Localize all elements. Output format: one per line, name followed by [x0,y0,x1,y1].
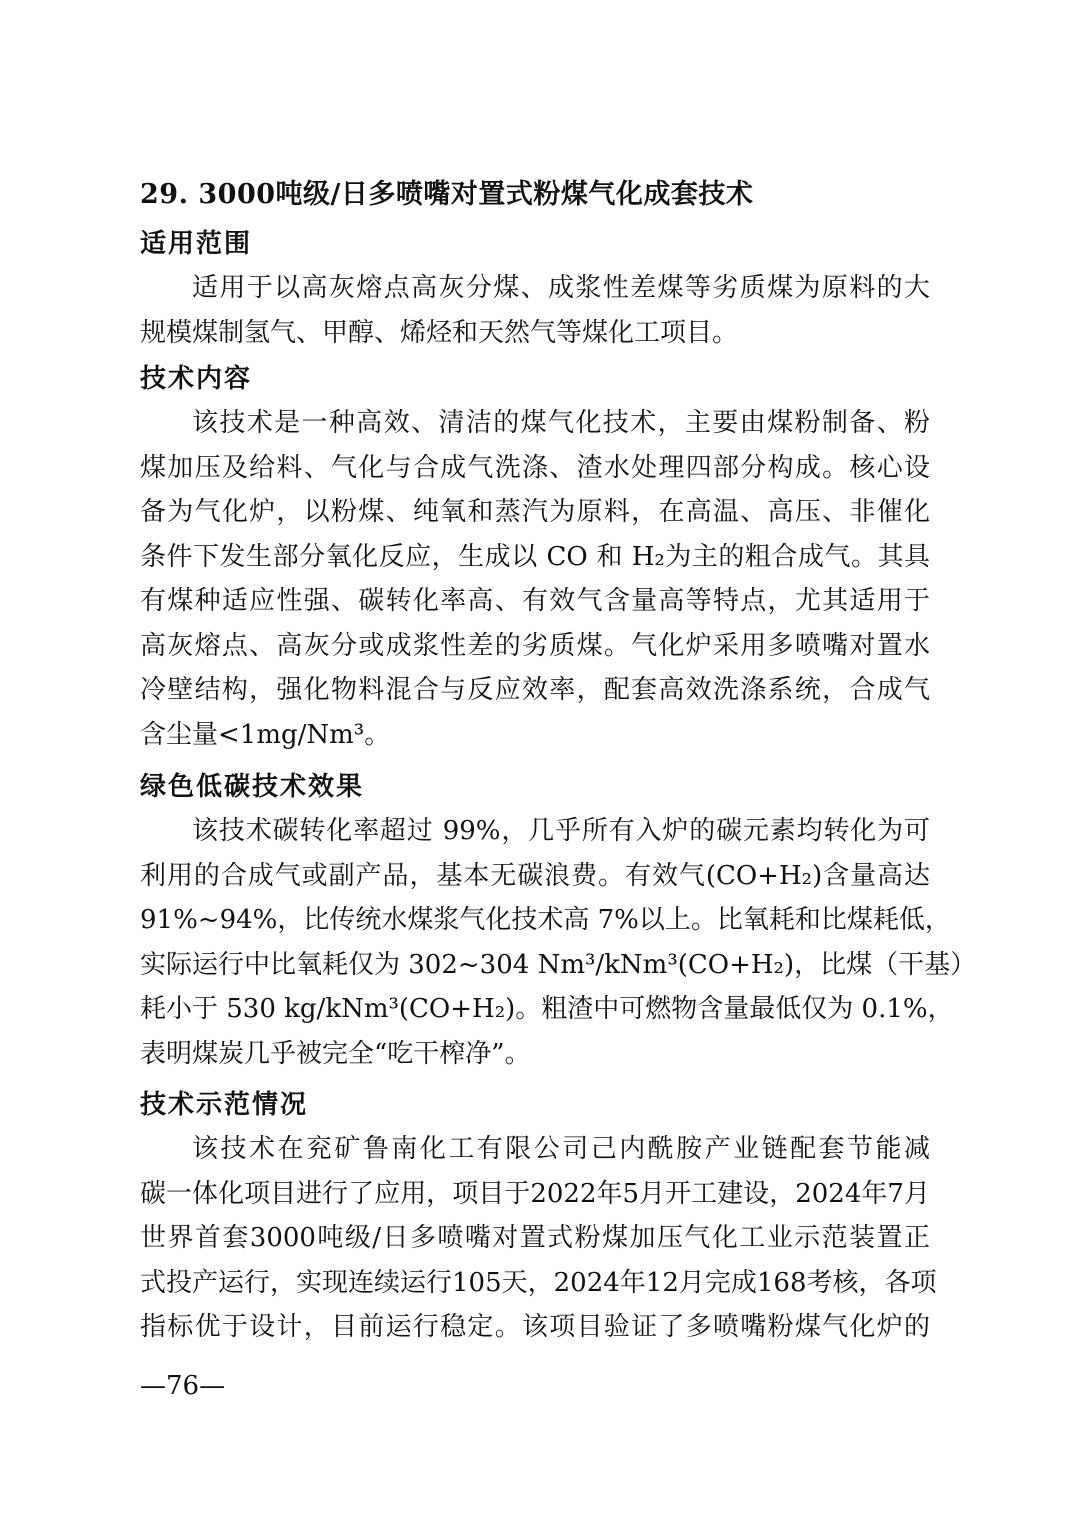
paragraph-line: 该技术是一种高效、清洁的煤气化技术，主要由煤粉制备、粉 [192,408,930,438]
paragraph-line: 规模煤制氢气、甲醇、烯烃和天然气等煤化工项目。 [140,317,739,348]
paragraph-line: 世界首套3000吨级/日多喷嘴对置式粉煤加压气化工业示范装置正 [140,1223,930,1253]
paragraph-line: 实际运行中比氧耗仅为 302~304 Nm³/kNm³(CO+H₂)，比煤（干基） [140,949,977,980]
paragraph-line: 利用的合成气或副产品，基本无碳浪费。有效气(CO+H₂)含量高达 [140,860,930,891]
paragraph-demonstration [140,1127,937,1350]
paragraph-technology-content [140,401,930,757]
paragraph-green-low-carbon-effect [140,809,977,1076]
heading-green-low-carbon-effect: 绿色低碳技术效果 [140,772,365,802]
paragraph-line: 碳一体化项目进行了应用，项目于2022年5月开工建设，2024年7月 [140,1178,930,1209]
paragraph-line: 该技术在兖矿鲁南化工有限公司己内酰胺产业链配套节能减 [192,1134,930,1164]
heading-technology-content: 技术内容 [140,364,253,394]
paragraph-line: 冷壁结构，强化物料混合与反应效率，配套高效洗涤系统，合成气 [140,675,930,705]
page-number: —76— [140,1371,226,1401]
paragraph-line: 煤加压及给料、气化与合成气洗涤、渣水处理四部分构成。核心设 [140,452,930,483]
paragraph-line: 高灰熔点、高灰分或成浆性差的劣质煤。气化炉采用多喷嘴对置水 [140,630,930,661]
paragraph-scope [140,266,930,355]
paragraph-line: 式投产运行，实现连续运行105天，2024年12月完成168考核，各项 [140,1267,937,1298]
paragraph-line: 表明煤炭几乎被完全“吃干榨净”。 [140,1038,531,1069]
paragraph-line: 适用于以高灰熔点高灰分煤、成浆性差煤等劣质煤为原料的大 [192,273,930,303]
paragraph-line: 备为气化炉，以粉煤、纯氧和蒸汽为原料，在高温、高压、非催化 [140,497,930,527]
heading-scope: 适用范围 [140,229,253,259]
section-title: 29. 3000吨级/日多喷嘴对置式粉煤气化成套技术 [140,179,754,210]
paragraph-line: 该技术碳转化率超过 99%，几乎所有入炉的碳元素均转化为可 [192,816,930,846]
paragraph-line: 有煤种适应性强、碳转化率高、有效气含量高等特点，尤其适用于 [140,586,930,616]
paragraph-line: 指标优于设计，目前运行稳定。该项目验证了多喷嘴粉煤气化炉的 [140,1312,930,1342]
heading-demonstration: 技术示范情况 [140,1090,309,1120]
paragraph-line: 91%~94%，比传统水煤浆气化技术高 7%以上。比氧耗和比煤耗低， [140,905,951,935]
paragraph-line: 条件下发生部分氧化反应，生成以 CO 和 H₂为主的粗合成气。其具 [140,541,930,572]
paragraph-line: 耗小于 530 kg/kNm³(CO+H₂)。粗渣中可燃物含量最低仅为 0.1%， [140,994,954,1024]
paragraph-line: 含尘量<1mg/Nm³。 [140,719,391,750]
